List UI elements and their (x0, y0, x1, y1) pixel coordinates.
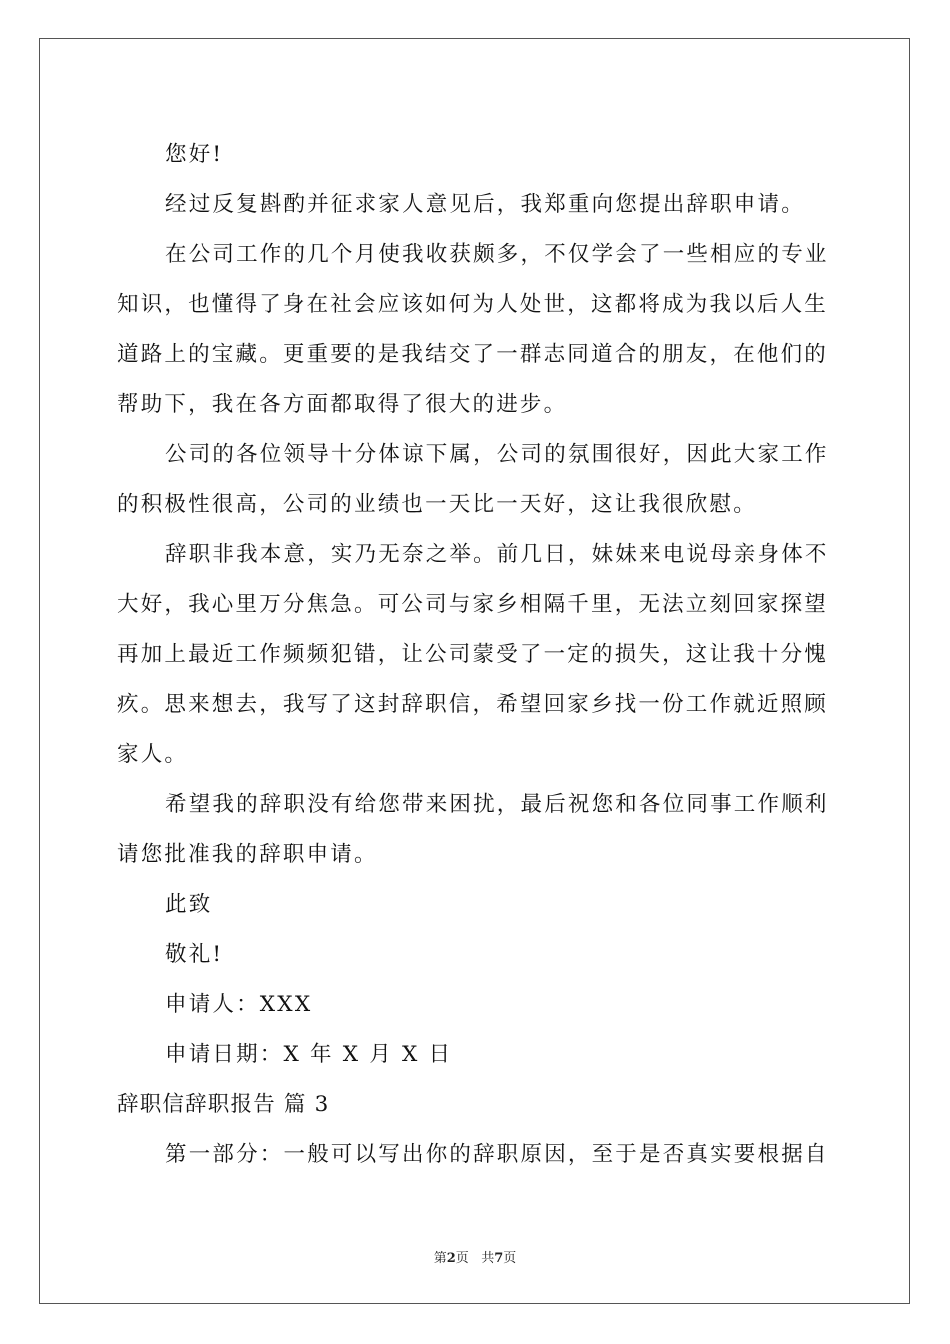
page-footer (0, 1247, 950, 1266)
current-page-number: 2 (446, 1251, 456, 1266)
text-line: 公司的各位领导十分体谅下属，公司的氛围很好，因此大家工作 (165, 442, 829, 467)
text-line: 帮助下，我在各方面都取得了很大的进步。 (117, 392, 568, 417)
footer-middle: 页 共 (455, 1251, 495, 1266)
text-line: 道路上的宝藏。更重要的是我结交了一群志同道合的朋友，在他们的 (117, 342, 829, 367)
text-line: 申请人：XXX (165, 992, 313, 1017)
text-line: 知识，也懂得了身在社会应该如何为人处世，这都将成为我以后人生 (117, 292, 829, 317)
text-line: 希望我的辞职没有给您带来困扰，最后祝您和各位同事工作顺利 (165, 792, 829, 817)
text-line: 经过反复斟酌并征求家人意见后，我郑重向您提出辞职申请。 (165, 192, 805, 217)
text-line: 的积极性很高，公司的业绩也一天比一天好，这让我很欣慰。 (117, 492, 757, 517)
text-line: 家人。 (117, 742, 189, 767)
text-line: 第一部分：一般可以写出你的辞职原因，至于是否真实要根据自 (165, 1142, 829, 1167)
text-line: 您好! (165, 142, 224, 167)
total-pages-number: 7 (494, 1251, 504, 1266)
text-line: 请您批准我的辞职申请。 (117, 842, 378, 867)
text-line: 此致 (165, 892, 213, 917)
text-line: 疚。思来想去，我写了这封辞职信，希望回家乡找一份工作就近照顾 (117, 692, 829, 717)
text-line: 辞职非我本意，实乃无奈之举。前几日，妹妹来电说母亲身体不 (165, 542, 829, 567)
text-line: 再加上最近工作频频犯错，让公司蒙受了一定的损失，这让我十分愧 (117, 642, 829, 667)
text-line: 敬礼! (165, 942, 224, 967)
footer-prefix: 第 (433, 1251, 447, 1266)
footer-suffix: 页 (503, 1251, 517, 1266)
text-line: 大好，我心里万分焦急。可公司与家乡相隔千里，无法立刻回家探望 (117, 592, 829, 617)
section-heading: 辞职信辞职报告 篇 3 (117, 1092, 330, 1117)
text-line: 在公司工作的几个月使我收获颇多，不仅学会了一些相应的专业 (165, 242, 829, 267)
document-body (117, 130, 835, 1180)
text-line: 申请日期：X 年 X 月 X 日 (165, 1042, 453, 1067)
